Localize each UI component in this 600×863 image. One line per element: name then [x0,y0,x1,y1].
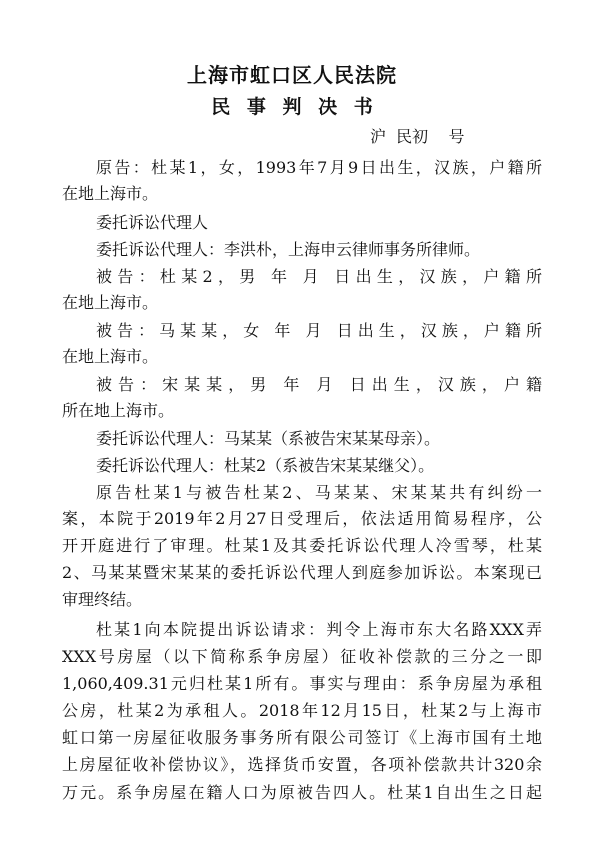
body-line: 原告：杜某1，女，1993年7月9日出生，汉族，户籍所 [96,158,542,177]
body-line: 原告杜某1与被告杜某2、马某某、宋某某共有纠纷一 [96,483,542,502]
body-line: 委托诉讼代理人 [96,213,209,232]
body-line: 在地上海市。 [62,347,159,366]
body-line: 委托诉讼代理人：李洪朴，上海申云律师事务所律师。 [96,240,481,259]
body-line: 委托诉讼代理人：杜某2（系被告宋某某继父）。 [96,456,435,475]
body-line: 1,060,409.31元归杜某1所有。事实与理由：系争房屋为承租 [62,674,542,693]
body-line: XXX号房屋（以下简称系争房屋）征收补偿款的三分之一即 [62,647,542,666]
case-number: 沪 民初 号 [370,127,465,146]
document-type-title: 民 事 判 决 书 [211,96,373,118]
body-line: 审理终结。 [62,590,143,609]
body-line: 在地上海市。 [62,293,159,312]
body-line: 虹口第一房屋征收服务事务所有限公司签订《上海市国有土地 [62,728,542,747]
body-line: 被告：杜某2，男 年 月 日出生，汉族，户籍所 [96,267,542,286]
court-name: 上海市虹口区人民法院 [187,63,397,87]
body-line: 委托诉讼代理人：马某某（系被告宋某某母亲）。 [96,429,441,448]
body-line: 公房，杜某2为承租人。2018年12月15日，杜某2与上海市 [62,701,542,720]
body-line: 被告：马某某，女 年 月 日出生，汉族，户籍所 [96,321,542,340]
body-line: 2、马某某暨宋某某的委托诉讼代理人到庭参加诉讼。本案现已 [62,563,542,582]
body-line: 案，本院于2019年2月27日受理后，依法适用简易程序，公 [62,509,542,528]
body-line: 所在地上海市。 [62,401,175,420]
body-line: 上房屋征收补偿协议》，选择货币安置，各项补偿款共计320余 [62,755,542,774]
body-line: 开开庭进行了审理。杜某1及其委托诉讼代理人冷雪琴，杜某 [62,536,542,555]
body-line: 在地上海市。 [62,184,159,203]
body-line: 万元。系争房屋在籍人口为原被告四人。杜某1自出生之日起 [62,783,542,802]
body-line: 杜某1向本院提出诉讼请求：判令上海市东大名路XXX弄 [96,620,542,639]
body-line: 被告：宋某某，男 年 月 日出生，汉族，户籍 [96,375,542,394]
